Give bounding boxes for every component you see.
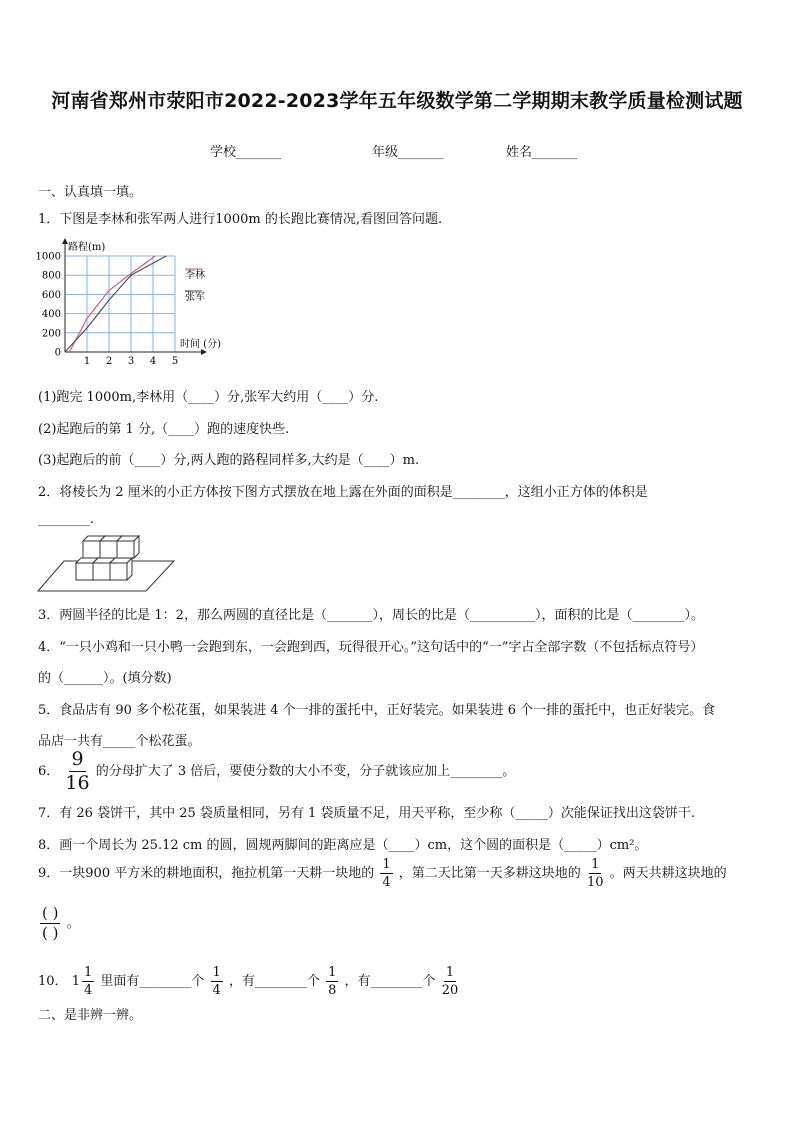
y-tick-label: 600 xyxy=(41,289,61,301)
x-tick-labels xyxy=(84,356,178,367)
question-8: 8．画一个周长为 25.12 cm 的圆，圆规两脚间的距离应是（____）cm，这个圆的面积是（_____）cm²。 xyxy=(38,838,648,853)
question-4-line-2: 的（______）。(填分数) xyxy=(38,671,172,686)
chart-legend xyxy=(185,268,205,303)
answer-fraction-blank: $\frac{( )}{( )}$ xyxy=(42,904,59,942)
x-tick-label: 4 xyxy=(149,356,157,367)
question-3: 3．两圆半径的比是 1：2，那么两圆的直径比是（_______），周长的比是（__________），面积的比是（________）。 xyxy=(38,608,704,623)
question-1-part-2: (2)起跑后的第 1 分,（____）跑的速度快些. xyxy=(38,422,290,437)
series-line xyxy=(65,256,166,352)
fraction-9-16: $\frac{9}{16}$ xyxy=(65,748,90,794)
fraction-1-8: $\frac{1}{8}$ xyxy=(328,965,337,998)
cubes-figure xyxy=(36,532,176,594)
fraction-1-20: $\frac{1}{20}$ xyxy=(441,965,459,998)
question-10: 10． 1 $\frac{1}{4}$ 里面有________个 $\frac{1}{4}$ ，有________个 $\frac{1}{8}$ ，有________个 $\frac{1}{20}$ xyxy=(38,965,459,998)
cube-front-face xyxy=(100,541,117,558)
chart-grid xyxy=(65,256,175,352)
question-2-line-1: 2．将棱长为 2 厘米的小正方体按下图方式摆放在地上露在外面的面积是________，这组小正方体的体积是 xyxy=(38,485,648,500)
question-2-line-2: ________. xyxy=(38,512,95,527)
legend-label: 李林 xyxy=(185,270,205,281)
section-1-heading: 一、认真填一填。 xyxy=(38,185,143,200)
y-tick-label: 1000 xyxy=(35,251,61,263)
question-1-part-1: (1)跑完 1000m,李林用（____）分,张军大约用（____）分. xyxy=(38,390,379,405)
cube-front-face xyxy=(117,541,134,558)
fraction-1-4: $\frac{1}{4}$ xyxy=(212,965,221,998)
question-1-stem: 1．下图是李林和张军两人进行1000m 的长跑比赛情况,看图回答问题. xyxy=(38,212,443,227)
name-field: 姓名_______ xyxy=(506,145,578,160)
question-9: 9．一块900 平方米的耕地面积，拖拉机第一天耕一块地的 $\frac{1}{4}$ ，第二天比第一天多耕这块地的 $\frac{1}{10}$ 。两天共耕这块地的 xyxy=(38,857,727,890)
x-tick-label: 3 xyxy=(127,356,135,367)
series-line xyxy=(69,256,155,352)
question-7: 7．有 26 袋饼干，其中 25 袋质量相同，另有 1 袋质量不足，用天平称，至少称（_____）次能保证找出这袋饼干. xyxy=(38,806,696,821)
school-field: 学校_______ xyxy=(210,145,282,160)
x-axis-label: 时间 (分) xyxy=(180,339,221,350)
y-tick-label: 200 xyxy=(41,328,61,340)
fraction-1-10: $\frac{1}{10}$ xyxy=(586,857,604,890)
y-tick-label: 800 xyxy=(41,270,61,282)
chart-series xyxy=(65,256,166,352)
question-5-line-2: 品店一共有_____个松花蛋。 xyxy=(38,734,201,749)
page-title: 河南省郑州市荥阳市2022-2023学年五年级数学第二学期期末教学质量检测试题 xyxy=(51,90,743,112)
question-5-line-1: 5．食品店有 90 多个松花蛋，如果装进 4 个一排的蛋托中，正好装完。如果装进 6 个一排的蛋托中，也正好装完。食 xyxy=(38,703,716,718)
question-6 xyxy=(38,750,515,793)
cube-front-face xyxy=(83,541,100,558)
question-number: 6． xyxy=(38,764,60,779)
mixed-number: 1 $\frac{1}{4}$ xyxy=(71,965,93,998)
question-1-part-3: (3)起跑后的前（____）分,两人跑的路程同样多,大约是（____）m. xyxy=(38,453,420,468)
legend-label: 张军 xyxy=(185,292,205,303)
question-9-answer: $\frac{( )}{( )}$ 。 xyxy=(42,904,80,942)
question-6-text: 的分母扩大了 3 倍后，要使分数的大小不变，分子就该应加上________。 xyxy=(95,764,516,779)
fraction-1-4: $\frac{1}{4}$ xyxy=(382,857,391,890)
y-tick-label: 0 xyxy=(54,347,61,359)
y-tick-labels xyxy=(36,252,61,359)
cube-front-face xyxy=(93,563,110,580)
y-axis-label: 路程(m) xyxy=(68,242,106,253)
question-4-line-1: 4．“一只小鸡和一只小鸭一会跑到东，一会跑到西，玩得很开心。”这句话中的“一”字占全部字数（不包括标点符号） xyxy=(38,640,704,655)
x-tick-label: 5 xyxy=(171,356,179,367)
race-chart xyxy=(30,236,240,368)
cube-front-face xyxy=(76,563,93,580)
y-tick-label: 400 xyxy=(41,309,61,321)
section-2-heading: 二、是非辨一辨。 xyxy=(38,1008,143,1023)
grade-field: 年级_______ xyxy=(372,145,444,160)
cube-front-face xyxy=(110,563,127,580)
x-tick-label: 2 xyxy=(105,356,113,367)
x-tick-label: 1 xyxy=(83,356,91,367)
